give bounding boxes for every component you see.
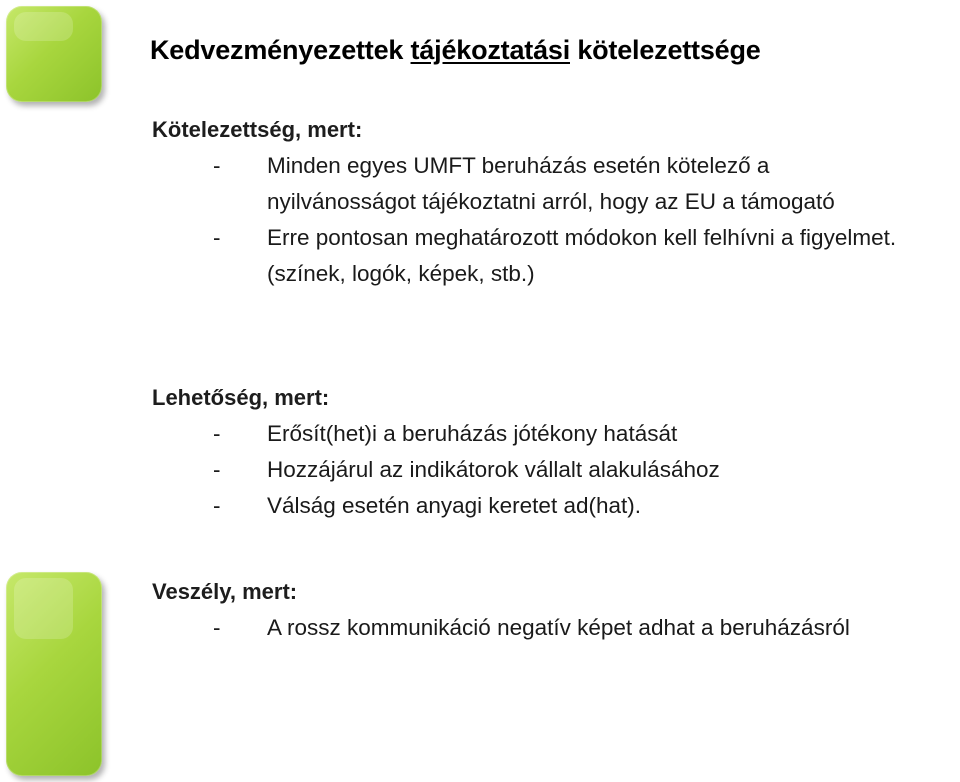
- section-heading: Lehetőség, mert:: [152, 385, 330, 410]
- section-heading: Kötelezettség, mert:: [152, 117, 363, 142]
- bullet-dash: -: [213, 615, 221, 640]
- bullet-dash: -: [213, 421, 221, 446]
- title-part-2-underlined: tájékoztatási: [410, 35, 570, 65]
- list-item: [152, 148, 957, 220]
- bullet-dash: -: [213, 457, 221, 482]
- section-veszely: [152, 574, 867, 646]
- list-item: [152, 452, 957, 488]
- section-heading: Veszély, mert:: [152, 579, 298, 604]
- bullet-dash: -: [213, 153, 221, 178]
- bullet-dash: -: [213, 493, 221, 518]
- section-kotelezettseg: [152, 112, 957, 292]
- list-item-text: Erősít(het)i a beruházás jótékony hatását: [267, 421, 678, 446]
- list-item: [152, 416, 957, 452]
- decorative-green-square-top: [6, 6, 102, 102]
- list-item-text: A rossz kommunikáció negatív képet adhat a beruházásról: [267, 615, 850, 640]
- list-item: [152, 220, 957, 292]
- title-part-1: Kedvezményezettek: [150, 35, 404, 65]
- title-part-3: kötelezettsége: [577, 35, 761, 65]
- list-item-text: Erre pontosan meghatározott módokon kell felhívni a figyelmet. (színek, logók, képek, stb.): [267, 225, 897, 286]
- list-item-text: Hozzájárul az indikátorok vállalt alakulásához: [267, 457, 720, 482]
- list-item: [152, 488, 957, 524]
- list-item-text: Válság esetén anyagi keretet ad(hat).: [267, 493, 641, 518]
- list-item-text: Minden egyes UMFT beruházás esetén kötelező a nyilvánosságot tájékoztatni arról, hogy az EU a támogató: [267, 153, 835, 214]
- section-lehetoseg: [152, 380, 957, 524]
- page-title: [150, 35, 761, 66]
- bullet-dash: -: [213, 225, 221, 250]
- decorative-green-square-bottom: [6, 572, 102, 776]
- list-item: [152, 610, 867, 646]
